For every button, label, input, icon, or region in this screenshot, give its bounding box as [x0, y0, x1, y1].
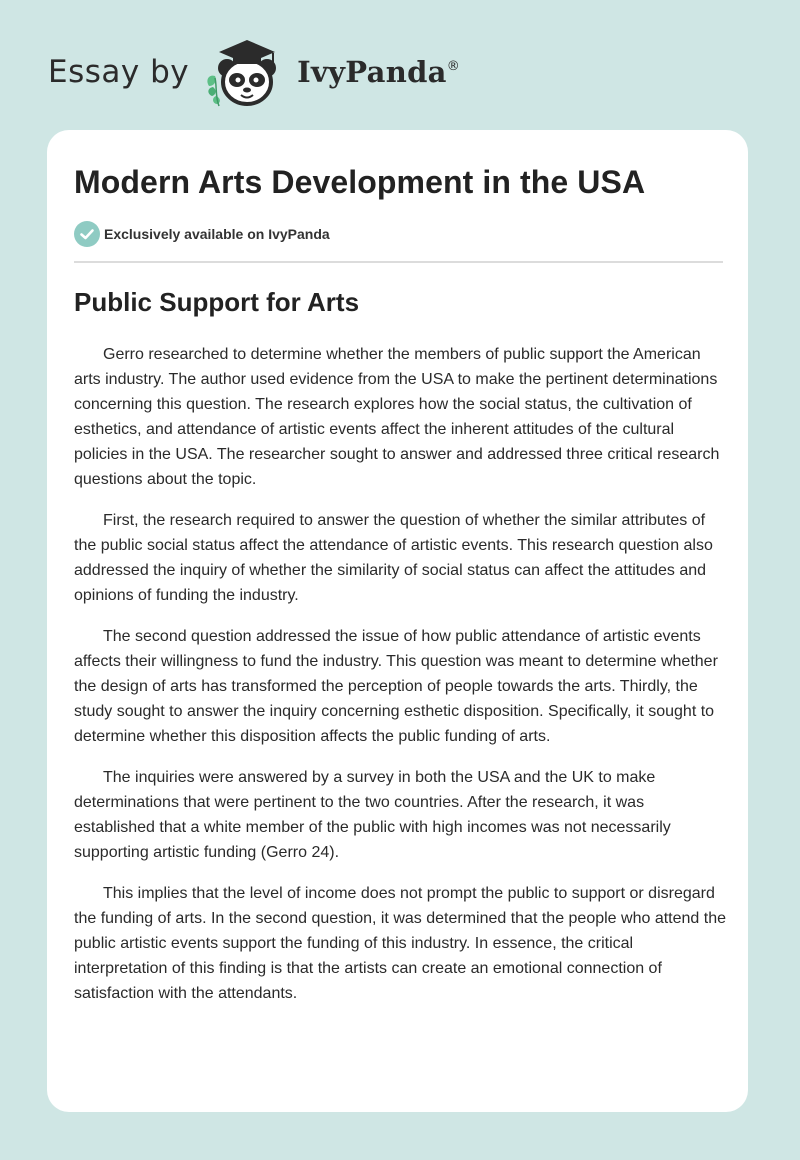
- article-body: [74, 342, 726, 1022]
- article-title: Modern Arts Development in the USA: [74, 164, 646, 200]
- divider: [74, 261, 723, 263]
- paragraph: The second question addressed the issue of how public attendance of artistic events affects their willingness to fund the industry. This question was meant to determine whether the design of arts has transformed the perception of people towards the arts. Thirdly, the study sought to answer the inquiry concerning esthetic disposition. Specifically, it sought to determine whether this disposition affects the public funding of arts.: [74, 628, 718, 745]
- brand-name: IvyPanda: [297, 55, 447, 89]
- paragraph: First, the research required to answer the question of whether the similar attributes of the public social status affect the attendance of artistic events. This research question also addressed the inquiry of whether the similarity of social status can affect the attitudes and opinions of funding the industry.: [74, 512, 713, 604]
- exclusive-label: Exclusively available on IvyPanda: [104, 226, 330, 242]
- article-card: [47, 130, 748, 1112]
- brand-prefix: Essay by: [48, 54, 190, 90]
- brand-header[interactable]: [48, 34, 460, 110]
- paragraph: Gerro researched to determine whether the members of public support the American arts industry. The author used evidence from the USA to make the pertinent determinations concerning this question. The research explores how the social status, the cultivation of esthetics, and attendance of artistic events affect the inherent attitudes of the cultural policies in the USA. The researcher sought to answer and addressed three critical research questions about the topic.: [74, 346, 720, 488]
- panda-graduate-icon: [203, 34, 291, 110]
- paragraph: The inquiries were answered by a survey in both the USA and the UK to make determinations that were pertinent to the two countries. After the research, it was established that a white member of the public with high incomes was not necessarily supporting artistic funding (Gerro 24).: [74, 769, 671, 861]
- registered-mark: ®: [446, 58, 460, 74]
- paragraph: This implies that the level of income does not prompt the public to support or disregard the funding of arts. In the second question, it was determined that the people who attend the public artistic events support the funding of this industry. In essence, the critical interpretation of this finding is that the artists can create an emotional connection of satisfaction with the attendants.: [74, 885, 726, 1002]
- check-circle-icon: [74, 221, 100, 247]
- section-heading: Public Support for Arts: [74, 287, 360, 317]
- exclusive-badge: [74, 221, 330, 247]
